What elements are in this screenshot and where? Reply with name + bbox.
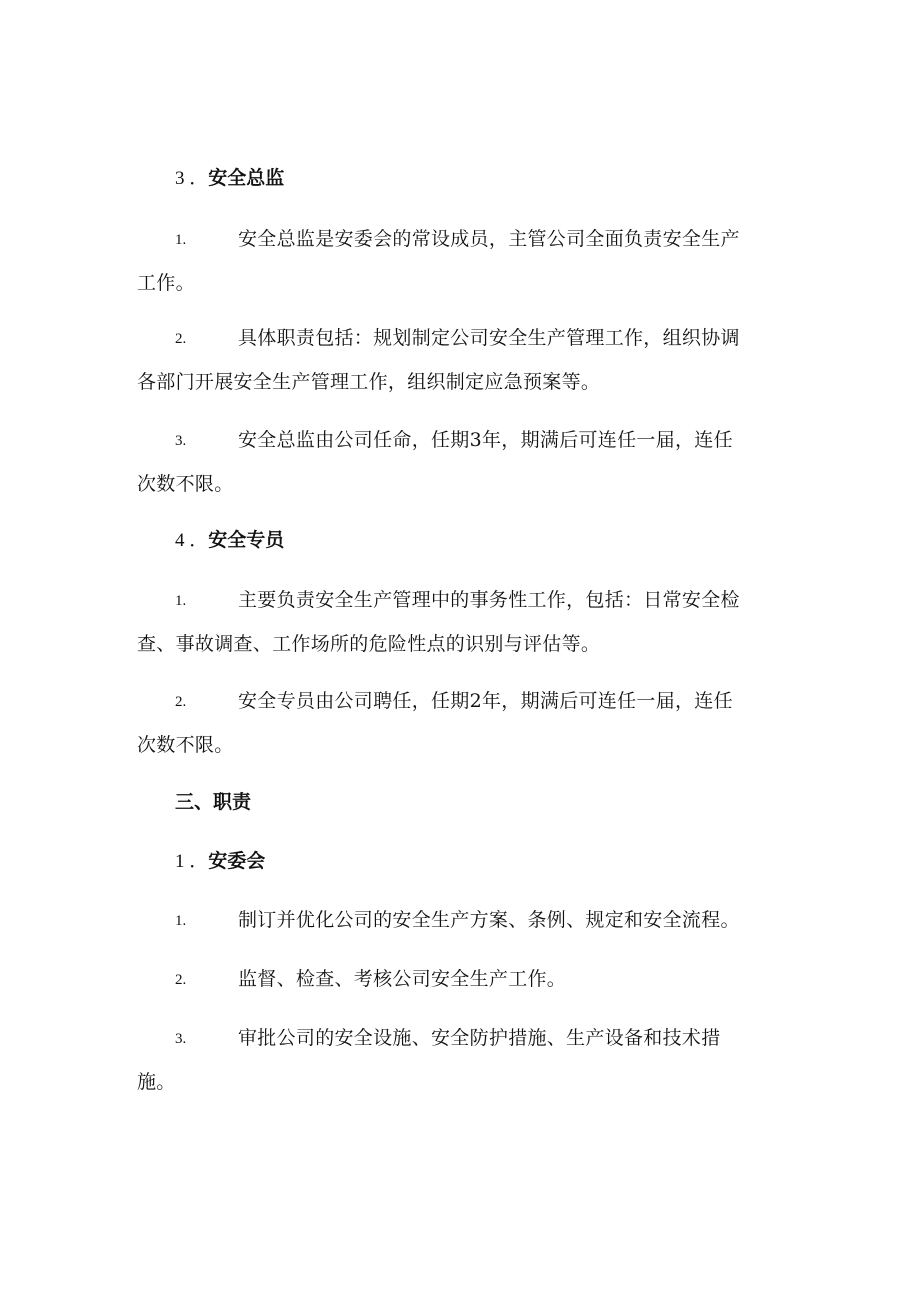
list-item-number: 3. xyxy=(175,1031,187,1047)
list-item-number: 2. xyxy=(175,972,187,988)
subheading-number: 4 ． xyxy=(175,530,209,551)
subheading-text: 安委会 xyxy=(208,850,266,872)
list-item xyxy=(137,429,747,506)
subheading-safety-director xyxy=(175,167,284,190)
list-item-text: 主要负责安全生产管理中的事务性工作，包括：日常安全检查、事故调查、工作场所的危险性点的识别与评估等。 xyxy=(137,589,740,655)
subheading-safety-officer xyxy=(175,529,284,552)
list-item-number: 1. xyxy=(175,593,187,609)
subheading-text: 安全专员 xyxy=(208,529,285,551)
list-item xyxy=(137,1027,747,1104)
list-item-text: 安全专员由公司聘任，任期2年，期满后可连任一届，连任次数不限。 xyxy=(137,690,733,756)
subheading-number: 3 ． xyxy=(175,168,209,189)
list-item-number: 3. xyxy=(175,433,187,449)
list-item-text: 审批公司的安全设施、安全防护措施、生产设备和技术措施。 xyxy=(137,1027,721,1093)
list-item xyxy=(137,327,747,404)
list-item-number: 1. xyxy=(175,913,187,929)
list-item xyxy=(137,690,747,767)
list-item xyxy=(137,968,747,1001)
list-item-text: 安全总监是安委会的常设成员，主管公司全面负责安全生产工作。 xyxy=(137,228,740,294)
subheading-text: 安全总监 xyxy=(208,167,285,189)
list-item-text: 监督、检查、考核公司安全生产工作。 xyxy=(238,968,567,990)
list-item-number: 1. xyxy=(175,232,187,248)
subheading-number: 1 ． xyxy=(175,851,209,872)
list-item-number: 2. xyxy=(175,694,187,710)
list-item-number: 2. xyxy=(175,331,187,347)
list-item-text: 安全总监由公司任命，任期3年，期满后可连任一届，连任次数不限。 xyxy=(137,429,733,495)
section-title-responsibilities: 三、职责 xyxy=(175,791,252,813)
list-item xyxy=(137,909,747,942)
list-item xyxy=(137,228,747,305)
list-item xyxy=(137,589,747,666)
subheading-safety-committee xyxy=(175,850,265,873)
list-item-text: 制订并优化公司的安全生产方案、条例、规定和安全流程。 xyxy=(238,909,740,931)
list-item-text: 具体职责包括：规划制定公司安全生产管理工作，组织协调各部门开展安全生产管理工作，组织制定应急预案等。 xyxy=(137,327,740,393)
